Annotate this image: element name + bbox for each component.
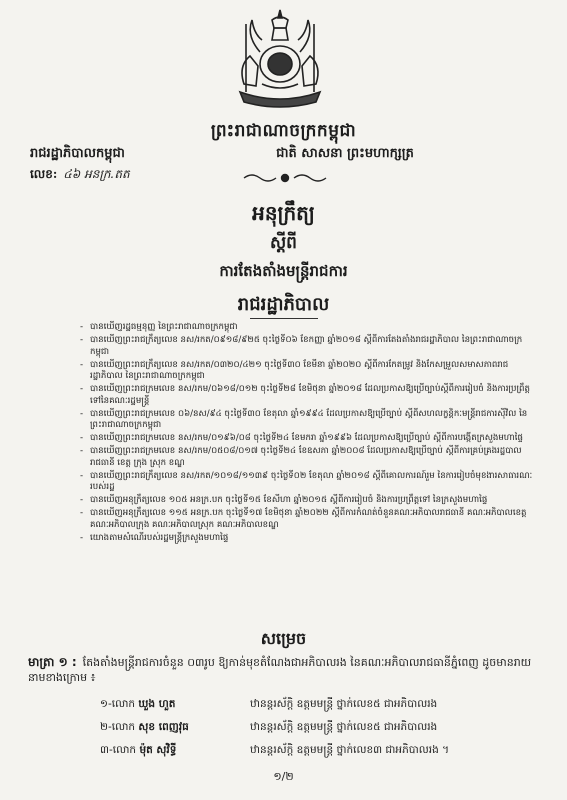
government-label: រាជរដ្ឋាភិបាលកម្ពុជា [30,146,125,161]
visa-item: - បានឃើញអនុក្រឹត្យលេខ ១០៥ អនក្រ.បក ចុះថ្ងៃទី១៥ ខែសីហា ឆ្នាំ២០១៥ ស្តីពីការរៀបចំ និងការប្រព្រឹត្តទៅ នៃក្រសួងមហាផ្ទៃ [80,495,535,507]
about-label: ស្តីពី [270,233,297,253]
visa-item: - បានឃើញរដ្ឋធម្មនុញ្ញ នៃព្រះរាជាណាចក្រកម្ពុជា [80,322,535,334]
visa-item: - បានឃើញព្រះរាជក្រមលេខ នស/រកម/០១៩៦/០៨ ចុះថ្ងៃទី២៤ ខែមករា ឆ្នាំ១៩៩៦ ដែលប្រកាសឱ្យប្រើច្បាប់ ស្តីពីការបង្កើតក្រសួងមហាផ្ទៃ [80,433,535,445]
article-1 [28,655,543,685]
visa-item: - បានឃើញព្រះរាជក្រឹត្យលេខ នស/រកត/០៩១៨/៩២៥ ចុះថ្ងៃទី០៦ ខែកញ្ញា ឆ្នាំ២០១៨ ស្តីពីការតែងតាំងរាជរដ្ឋាភិបាល នៃព្រះរាជាណាចក្រកម្ពុជា [80,335,535,358]
reference-line [30,166,130,184]
list-item [100,694,540,717]
visa-list [80,322,535,546]
appointee-name: ម៉ុត សុវិទ្ធី [139,744,177,756]
authority-underline [250,318,318,319]
article-label: មាត្រា ១ : [28,655,77,669]
list-item [100,717,540,740]
visa-item: - បានឃើញព្រះរាជក្រមលេខ នស/រកម/០៦១៨/០១២ ចុះថ្ងៃទី២៨ ខែមិថុនា ឆ្នាំ២០១៨ ដែលប្រកាសឱ្យប្រើច្បាប់ស្តីពីការរៀបចំ និងការប្រព្រឹត្តទៅនៃគណៈរដ្ឋមន្ត្រី [80,384,535,407]
appointee-rank: ឋានន្តរស័ក្តិ ឧត្តមមន្ត្រី ថ្នាក់លេខ៣ ជាអភិបាលរង ។ [250,744,449,756]
visa-item: - បានឃើញព្រះរាជក្រមលេខ ០៦/នស/៩៤ ចុះថ្ងៃទី៣០ ខែតុលា ឆ្នាំ១៩៩៤ ដែលប្រកាសឱ្យប្រើច្បាប់ ស្តីពីសហលក្ខន្តិកៈមន្ត្រីរាជការស៊ីវិល នៃព្រះរាជាណាចក្រកម្ពុជា [80,409,535,432]
decree-subject: ការតែងតាំងមន្ត្រីរាជការ [219,262,348,280]
national-motto: ជាតិ សាសនា ព្រះមហាក្សត្រ [276,146,414,161]
appointee-rank: ឋានន្តរស័ក្តិ ឧត្តមមន្ត្រី ថ្នាក់លេខ៥ ជាអភិបាលរង [250,721,438,733]
visa-item: - បានឃើញព្រះរាជក្រឹត្យលេខ នស/រកត/០៣២០/៤២១ ចុះថ្ងៃទី៣០ ខែមីនា ឆ្នាំ២០២០ ស្តីពីការកែតម្រូវ និងកែសម្រួលសមាសភាពរាជរដ្ឋាភិបាល នៃព្រះរាជាណាចក្រកម្ពុជា [80,360,535,383]
appointee-name: ឃួង ហួត [138,698,176,710]
document-type: អនុក្រឹត្យ [252,201,315,225]
visa-item: - យោងតាមសំណើរបស់រដ្ឋមន្ត្រីក្រសួងមហាផ្ទៃ [80,533,535,545]
decision-heading: សម្រេច [260,629,307,648]
appointee-index: ១-លោក [100,698,136,710]
appointee-index: ៣-លោក [100,744,137,756]
reference-number: ៤៦ អនក្រ.តត [63,167,130,181]
list-item [100,740,540,763]
appointee-rank: ឋានន្តរស័ក្តិ ឧត្តមមន្ត្រី ថ្នាក់លេខ៥ ជាអភិបាលរង [250,698,438,710]
visa-item: - បានឃើញអនុក្រឹត្យលេខ ១១៥ អនក្រ.បក ចុះថ្ងៃទី១៧ ខែមិថុនា ឆ្នាំ២០២២ ស្តីពីការកំណត់ចំនួនគណៈអភិបាលរាជធានី គណៈអភិបាលខេត្ត គណៈអភិបាលក្រុង គណៈអភិបាលស្រុក គណៈអភិបាលខណ្ឌ [80,508,535,531]
visa-item: - បានឃើញព្រះរាជក្រឹត្យលេខ នស/រកត/១០១៨/១១៣៩ ចុះថ្ងៃទី០២ ខែតុលា ឆ្នាំ២០១៨ ស្តីពីគោលការណ៍រួម នៃការរៀបចំមុខងារសាធារណៈរបស់រដ្ឋ [80,471,535,494]
appointee-list [100,694,540,763]
article-text: តែងតាំងមន្ត្រីរាជការចំនួន ០៣រូប ឱ្យកាន់មុខតំណែងជាអភិបាលរង នៃគណៈអភិបាលរាជធានីភ្នំពេញ ដូចមានរាយនាមខាងក្រោម ៖ [28,656,532,684]
kingdom-title: ព្រះរាជាណាចក្រកម្ពុជា [210,121,357,141]
ornament-divider-icon [240,170,330,186]
royal-coat-of-arms-icon [232,6,328,112]
appointee-index: ២-លោក [100,721,136,733]
page-number: ១/២ [273,770,294,783]
visa-item: - បានឃើញព្រះរាជក្រមលេខ នស/រកម/០៥០៨/០១៧ ចុះថ្ងៃទី២៤ ខែឧសភា ឆ្នាំ២០០៨ ដែលប្រកាសឱ្យប្រើច្បាប់ ស្តីពីការគ្រប់គ្រងរដ្ឋបាលរាជធានី ខេត្ត ក្រុង ស្រុក ខណ្ឌ [80,446,535,469]
appointee-name: សុខ ពេញវុធ [138,721,189,733]
reference-label: លេខ: [30,167,58,181]
issuing-authority: រាជរដ្ឋាភិបាល [237,294,330,315]
